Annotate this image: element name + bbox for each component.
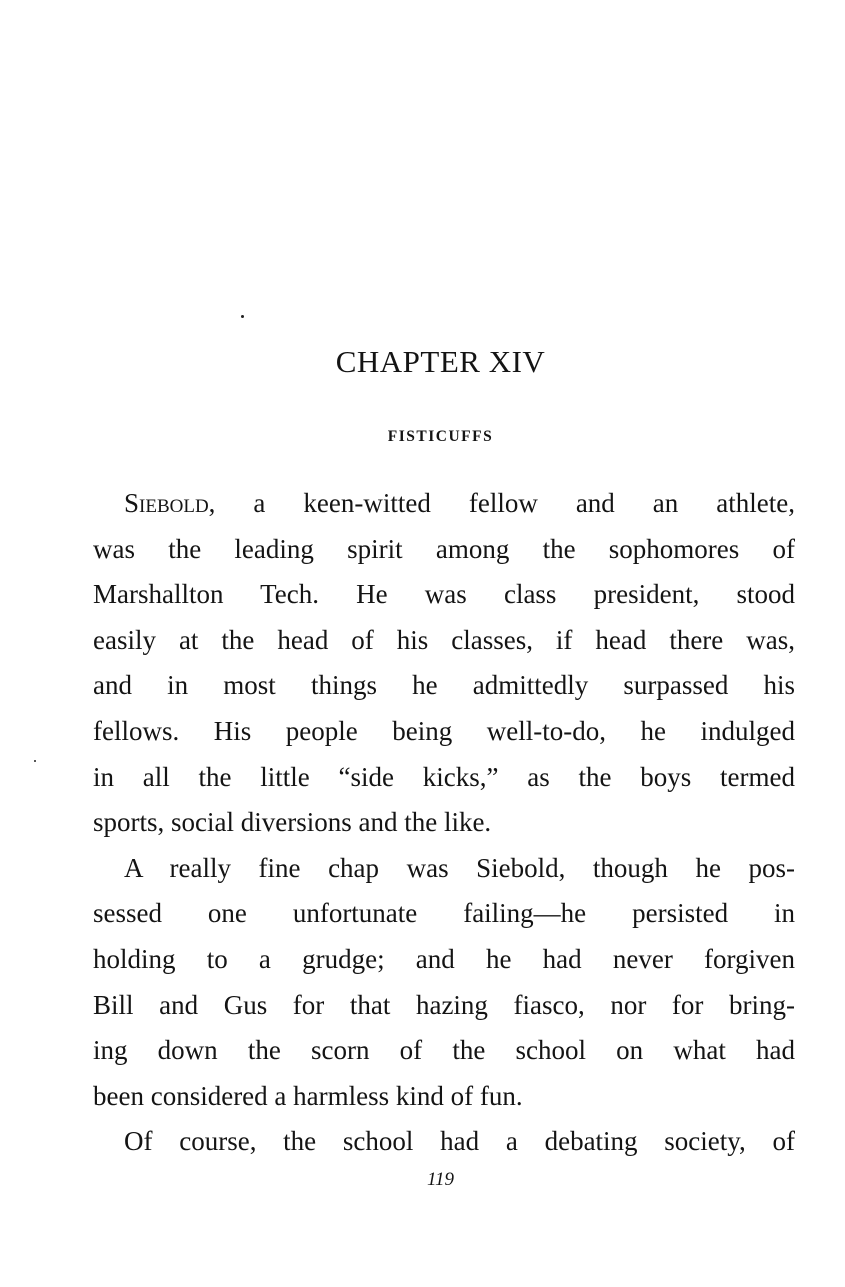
page-number: 119 xyxy=(426,1169,455,1190)
line-text: a keen-witted fellow and an athlete, xyxy=(215,488,795,518)
text-line: been considered a harmless kind of fun. xyxy=(93,1080,523,1111)
text-line: Marshallton Tech. He was class president, stood xyxy=(93,579,795,610)
text-line xyxy=(93,481,795,527)
text-line: ing down the scorn of the school on what had xyxy=(93,1035,795,1066)
text-line: easily at the head of his classes, if head there was, xyxy=(93,624,795,655)
text-line: Bill and Gus for that hazing fiasco, nor for bring- xyxy=(93,989,795,1020)
text-line: was the leading spirit among the sophomores of xyxy=(93,533,795,564)
text-line: holding to a grudge; and he had never forgiven xyxy=(93,943,795,974)
text-line: and in most things he admittedly surpassed his xyxy=(93,670,795,701)
opening-word: Siebold, xyxy=(124,488,216,518)
ink-speck xyxy=(34,760,36,762)
chapter-subtitle: FISTICUFFS xyxy=(387,428,494,445)
text-line: sessed one unfortunate failing—he persisted in xyxy=(93,898,795,929)
ink-speck xyxy=(241,315,244,318)
text-line: fellows. His people being well-to-do, he indulged xyxy=(93,715,795,746)
chapter-title: CHAPTER XIV xyxy=(335,344,546,379)
text-line: sports, social diversions and the like. xyxy=(93,807,492,838)
text-line: in all the little “side kicks,” as the boys termed xyxy=(93,761,795,792)
text-line: Of course, the school had a debating society, of xyxy=(124,1126,795,1157)
body-text xyxy=(93,481,795,1165)
text-line: A really fine chap was Siebold, though he pos- xyxy=(124,852,795,883)
